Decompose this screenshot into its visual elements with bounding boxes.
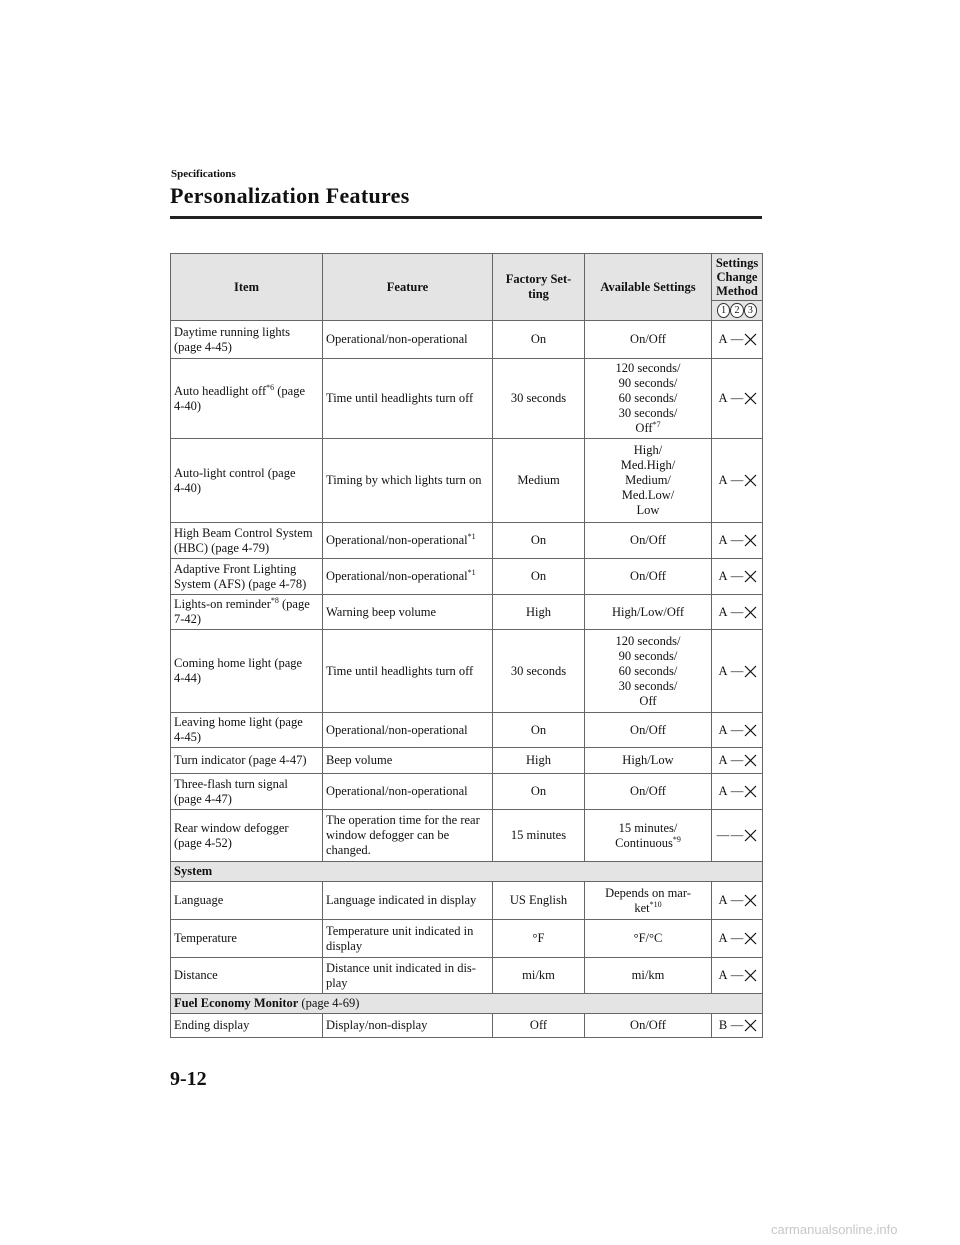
- settings-change-method-cell: [712, 359, 763, 439]
- footnote-ref: *10: [649, 899, 662, 909]
- method-2-value: —: [730, 968, 744, 982]
- table-row: [171, 748, 763, 774]
- section-system: [171, 862, 763, 882]
- factory-setting-cell: [493, 523, 585, 559]
- table-body: [171, 321, 763, 1038]
- settings-change-method-cell: [712, 920, 763, 958]
- factory-setting-cell: [493, 810, 585, 862]
- available-settings-cell: [585, 595, 712, 630]
- factory-setting-cell-text: 15 minutes: [510, 828, 567, 842]
- col-header-feature: Feature: [323, 254, 493, 321]
- method-1-badge: 1: [717, 303, 730, 318]
- item-cell: [171, 1014, 323, 1038]
- table-row: [171, 774, 763, 810]
- available-settings-cell: [585, 810, 712, 862]
- col-header-item: Item: [171, 254, 323, 321]
- available-settings-cell: [585, 1014, 712, 1038]
- available-settings-cell: [585, 920, 712, 958]
- settings-change-method-cell: [712, 810, 763, 862]
- feature-cell: [323, 523, 493, 559]
- method-1-value: A: [718, 473, 728, 487]
- item-cell-text: Adaptive Front Lighting System (AFS) (page 4-78): [174, 561, 307, 591]
- method-2-value: —: [730, 1018, 744, 1032]
- method-2-value: —: [730, 533, 744, 547]
- item-cell-text-cont: (page 4-40): [174, 383, 306, 413]
- item-cell: [171, 920, 323, 958]
- col-header-settings-change-method: Settings Change Method: [712, 254, 763, 301]
- section-label: Specifications: [171, 168, 236, 180]
- not-available-x-icon: [744, 665, 758, 678]
- method-2-value: —: [730, 391, 744, 405]
- method-2-value: —: [730, 828, 744, 842]
- settings-change-method-cell: [712, 713, 763, 748]
- item-cell: [171, 713, 323, 748]
- item-cell: [171, 559, 323, 595]
- feature-cell: [323, 774, 493, 810]
- available-settings-cell-text: On/Off: [630, 784, 666, 798]
- settings-change-method-cell: [712, 595, 763, 630]
- table-row: [171, 1014, 763, 1038]
- method-2-value: —: [730, 473, 744, 487]
- item-cell: [171, 439, 323, 523]
- item-cell-text: Distance: [174, 968, 218, 982]
- factory-setting-cell-text: Medium: [517, 473, 560, 487]
- method-1-value: A: [718, 931, 728, 945]
- available-settings-cell-text: On/Off: [630, 722, 666, 737]
- available-settings-cell: [585, 523, 712, 559]
- feature-cell-text: Distance unit indicated in dis- play: [326, 960, 476, 990]
- table-row: [171, 559, 763, 595]
- page-number: 9-12: [170, 1068, 207, 1090]
- table-row: [171, 958, 763, 994]
- factory-setting-cell: [493, 920, 585, 958]
- factory-setting-cell-text: On: [530, 332, 547, 346]
- footnote-ref: *1: [467, 567, 476, 577]
- feature-cell: [323, 748, 493, 774]
- feature-cell: [323, 920, 493, 958]
- footnote-ref: *6: [266, 382, 275, 392]
- method-2-value: —: [730, 722, 744, 737]
- settings-change-method-cell: [712, 882, 763, 920]
- item-cell: [171, 958, 323, 994]
- feature-cell-text: Temperature unit indicated in display: [326, 923, 474, 953]
- item-cell: [171, 774, 323, 810]
- available-settings-cell: [585, 439, 712, 523]
- settings-change-method-cell: [712, 748, 763, 774]
- not-available-x-icon: [744, 570, 758, 583]
- method-2-badge: 2: [730, 303, 743, 318]
- item-cell: [171, 748, 323, 774]
- feature-cell: [323, 595, 493, 630]
- feature-cell-text: Operational/non-operational: [326, 332, 468, 346]
- footnote-ref: *9: [672, 834, 681, 844]
- factory-setting-cell-text: mi/km: [522, 968, 555, 982]
- item-cell-text: Coming home light (page 4-44): [174, 656, 303, 685]
- item-cell-text: Auto headlight off: [174, 383, 267, 398]
- method-1-value: B: [718, 1018, 728, 1032]
- available-settings-cell-text: High/ Med.High/ Medium/ Med.Low/ Low: [620, 443, 676, 517]
- item-cell: [171, 882, 323, 920]
- item-cell-text: Ending display: [174, 1018, 250, 1032]
- method-1-value: A: [718, 332, 728, 346]
- feature-cell: [323, 630, 493, 713]
- not-available-x-icon: [744, 1019, 758, 1032]
- available-settings-cell-text: Depends on mar- ket: [605, 885, 691, 915]
- factory-setting-cell: [493, 882, 585, 920]
- not-available-x-icon: [744, 969, 758, 982]
- available-settings-cell-text: 15 minutes/ Continuous: [615, 820, 678, 850]
- factory-setting-cell-text: On: [530, 533, 547, 547]
- item-cell: [171, 630, 323, 713]
- method-2-value: —: [730, 784, 744, 798]
- not-available-x-icon: [744, 754, 758, 767]
- method-1-value: A: [718, 391, 728, 405]
- available-settings-cell-text: High/Low: [622, 753, 674, 767]
- available-settings-cell: [585, 774, 712, 810]
- item-cell-text: Rear window defogger (page 4-52): [174, 820, 289, 850]
- item-cell-text: Temperature: [174, 931, 237, 945]
- method-2-value: —: [730, 931, 744, 945]
- available-settings-cell-text: On/Off: [630, 332, 666, 346]
- factory-setting-cell-text: °F: [532, 931, 545, 945]
- feature-cell-text: Operational/non-operational: [326, 569, 468, 583]
- method-number-row: [712, 301, 763, 321]
- feature-cell: [323, 958, 493, 994]
- available-settings-cell-text: °F/°C: [633, 931, 663, 945]
- available-settings-cell-text: On/Off: [630, 533, 666, 547]
- factory-setting-cell: [493, 595, 585, 630]
- item-cell-text: Turn indicator (page 4-47): [174, 753, 307, 767]
- feature-cell-text: Operational/non-operational: [326, 784, 468, 798]
- available-settings-cell: [585, 748, 712, 774]
- item-cell-text: Language: [174, 893, 224, 907]
- settings-change-method-cell: [712, 774, 763, 810]
- available-settings-cell: [585, 958, 712, 994]
- settings-change-method-cell: [712, 321, 763, 359]
- feature-cell-text: Warning beep volume: [326, 604, 437, 619]
- item-cell-text: Leaving home light (page 4-45): [174, 715, 303, 744]
- settings-change-method-cell: [712, 958, 763, 994]
- factory-setting-cell: [493, 1014, 585, 1038]
- method-1-value: A: [718, 893, 728, 907]
- item-cell: [171, 523, 323, 559]
- available-settings-cell-text: High/Low/Off: [612, 604, 684, 619]
- factory-setting-cell-text: High: [526, 753, 551, 767]
- feature-cell-text: Time until headlights turn off: [326, 391, 474, 405]
- not-available-x-icon: [744, 474, 758, 487]
- feature-cell: [323, 810, 493, 862]
- not-available-x-icon: [744, 534, 758, 547]
- factory-setting-cell: [493, 439, 585, 523]
- method-1-value: A: [718, 533, 728, 547]
- available-settings-cell: [585, 359, 712, 439]
- feature-cell-text: Operational/non-operational: [326, 533, 468, 547]
- available-settings-cell: [585, 713, 712, 748]
- factory-setting-cell-text: High: [526, 604, 551, 619]
- item-cell-text: Daytime running lights (page 4-45): [174, 324, 290, 354]
- available-settings-cell: [585, 321, 712, 359]
- factory-setting-cell-text: US English: [509, 893, 568, 907]
- item-cell: [171, 359, 323, 439]
- available-settings-cell-text: 120 seconds/ 90 seconds/ 60 seconds/ 30 seconds/ Off: [615, 633, 681, 708]
- available-settings-cell-text: mi/km: [631, 968, 665, 982]
- available-settings-cell-text: 120 seconds/ 90 seconds/ 60 seconds/ 30 seconds/ Off: [615, 361, 681, 435]
- method-2-value: —: [730, 569, 744, 583]
- feature-cell: [323, 439, 493, 523]
- feature-cell: [323, 359, 493, 439]
- available-settings-cell-text: On/Off: [630, 1018, 666, 1032]
- personalization-features-table: [170, 253, 763, 1038]
- feature-cell: [323, 559, 493, 595]
- table-row: [171, 321, 763, 359]
- item-cell-text: Three-flash turn signal (page 4-47): [174, 776, 288, 806]
- method-1-value: A: [718, 753, 728, 767]
- table-row: [171, 439, 763, 523]
- factory-setting-cell: [493, 748, 585, 774]
- table-row: [171, 523, 763, 559]
- settings-change-method-cell: [712, 439, 763, 523]
- page-title: Personalization Features: [170, 183, 410, 208]
- factory-setting-cell-text: 30 seconds: [510, 391, 567, 405]
- table-row: [171, 713, 763, 748]
- footnote-ref: *8: [270, 595, 279, 605]
- watermark: carmanualsonline.info: [771, 1222, 898, 1237]
- settings-change-method-cell: [712, 630, 763, 713]
- factory-setting-cell: [493, 359, 585, 439]
- settings-change-method-cell: [712, 1014, 763, 1038]
- feature-cell-text: Time until headlights turn off: [326, 663, 474, 678]
- feature-cell: [323, 713, 493, 748]
- table-row: [171, 630, 763, 713]
- footnote-ref: *1: [467, 531, 476, 541]
- method-1-value: A: [718, 569, 728, 583]
- not-available-x-icon: [744, 932, 758, 945]
- factory-setting-cell-text: Off: [529, 1018, 548, 1032]
- not-available-x-icon: [744, 724, 758, 737]
- table-row: [171, 882, 763, 920]
- feature-cell: [323, 321, 493, 359]
- feature-cell: [323, 882, 493, 920]
- factory-setting-cell-text: On: [530, 569, 547, 583]
- section-fuel-economy-monitor-cell: [171, 994, 763, 1014]
- feature-cell-text: Timing by which lights turn on: [326, 473, 482, 487]
- factory-setting-cell: [493, 774, 585, 810]
- section-system-cell: [171, 862, 763, 882]
- available-settings-cell: [585, 630, 712, 713]
- table-row: [171, 920, 763, 958]
- method-3-badge: 3: [744, 303, 757, 318]
- factory-setting-cell: [493, 321, 585, 359]
- available-settings-cell-text: On/Off: [630, 569, 666, 583]
- col-header-available-settings: Available Settings: [585, 254, 712, 321]
- item-cell: [171, 321, 323, 359]
- method-1-value: A: [718, 968, 728, 982]
- item-cell: [171, 595, 323, 630]
- factory-setting-cell-text: On: [530, 722, 547, 737]
- method-1-value: A: [718, 722, 728, 737]
- feature-cell: [323, 1014, 493, 1038]
- col-header-factory-setting: Factory Set- ting: [493, 254, 585, 321]
- section-fuel-economy-monitor: [171, 994, 763, 1014]
- method-1-value: A: [718, 784, 728, 798]
- settings-change-method-cell: [712, 559, 763, 595]
- section-fuel-economy-monitor-page-ref: (page 4-69): [298, 996, 360, 1010]
- factory-setting-cell: [493, 713, 585, 748]
- factory-setting-cell-text: On: [530, 784, 547, 798]
- not-available-x-icon: [744, 606, 758, 619]
- table-header-row: [171, 254, 763, 301]
- settings-change-method-cell: [712, 523, 763, 559]
- method-2-value: —: [730, 753, 744, 767]
- method-1-value: —: [716, 828, 730, 842]
- item-cell-text: High Beam Control System (HBC) (page 4-79): [174, 525, 313, 555]
- not-available-x-icon: [744, 829, 758, 842]
- feature-cell-text: Display/non-display: [326, 1018, 428, 1032]
- factory-setting-cell: [493, 958, 585, 994]
- item-cell-text-cont: (page 7-42): [174, 597, 310, 626]
- footnote-ref: *7: [652, 419, 661, 429]
- factory-setting-cell-text: 30 seconds: [510, 663, 567, 678]
- item-cell-text: Lights-on reminder: [174, 597, 271, 611]
- section-fuel-economy-monitor-title: Fuel Economy Monitor: [174, 996, 299, 1010]
- feature-cell-text: Language indicated in display: [326, 893, 477, 907]
- method-2-value: —: [730, 663, 744, 678]
- method-2-value: —: [730, 893, 744, 907]
- not-available-x-icon: [744, 333, 758, 346]
- not-available-x-icon: [744, 894, 758, 907]
- method-2-value: —: [730, 332, 744, 346]
- item-cell: [171, 810, 323, 862]
- not-available-x-icon: [744, 785, 758, 798]
- feature-cell-text: Operational/non-operational: [326, 722, 468, 737]
- feature-cell-text: The operation time for the rear window defogger can be changed.: [326, 813, 480, 857]
- method-1-value: A: [718, 604, 728, 619]
- section-system-title: System: [174, 864, 213, 878]
- item-cell-text: Auto-light control (page 4-40): [174, 465, 296, 495]
- not-available-x-icon: [744, 392, 758, 405]
- factory-setting-cell: [493, 559, 585, 595]
- table-row: [171, 359, 763, 439]
- factory-setting-cell: [493, 630, 585, 713]
- table-row: [171, 595, 763, 630]
- available-settings-cell: [585, 882, 712, 920]
- method-2-value: —: [730, 604, 744, 619]
- title-divider: [170, 216, 762, 219]
- table-row: [171, 810, 763, 862]
- feature-cell-text: Beep volume: [326, 753, 393, 767]
- method-1-value: A: [718, 663, 728, 678]
- available-settings-cell: [585, 559, 712, 595]
